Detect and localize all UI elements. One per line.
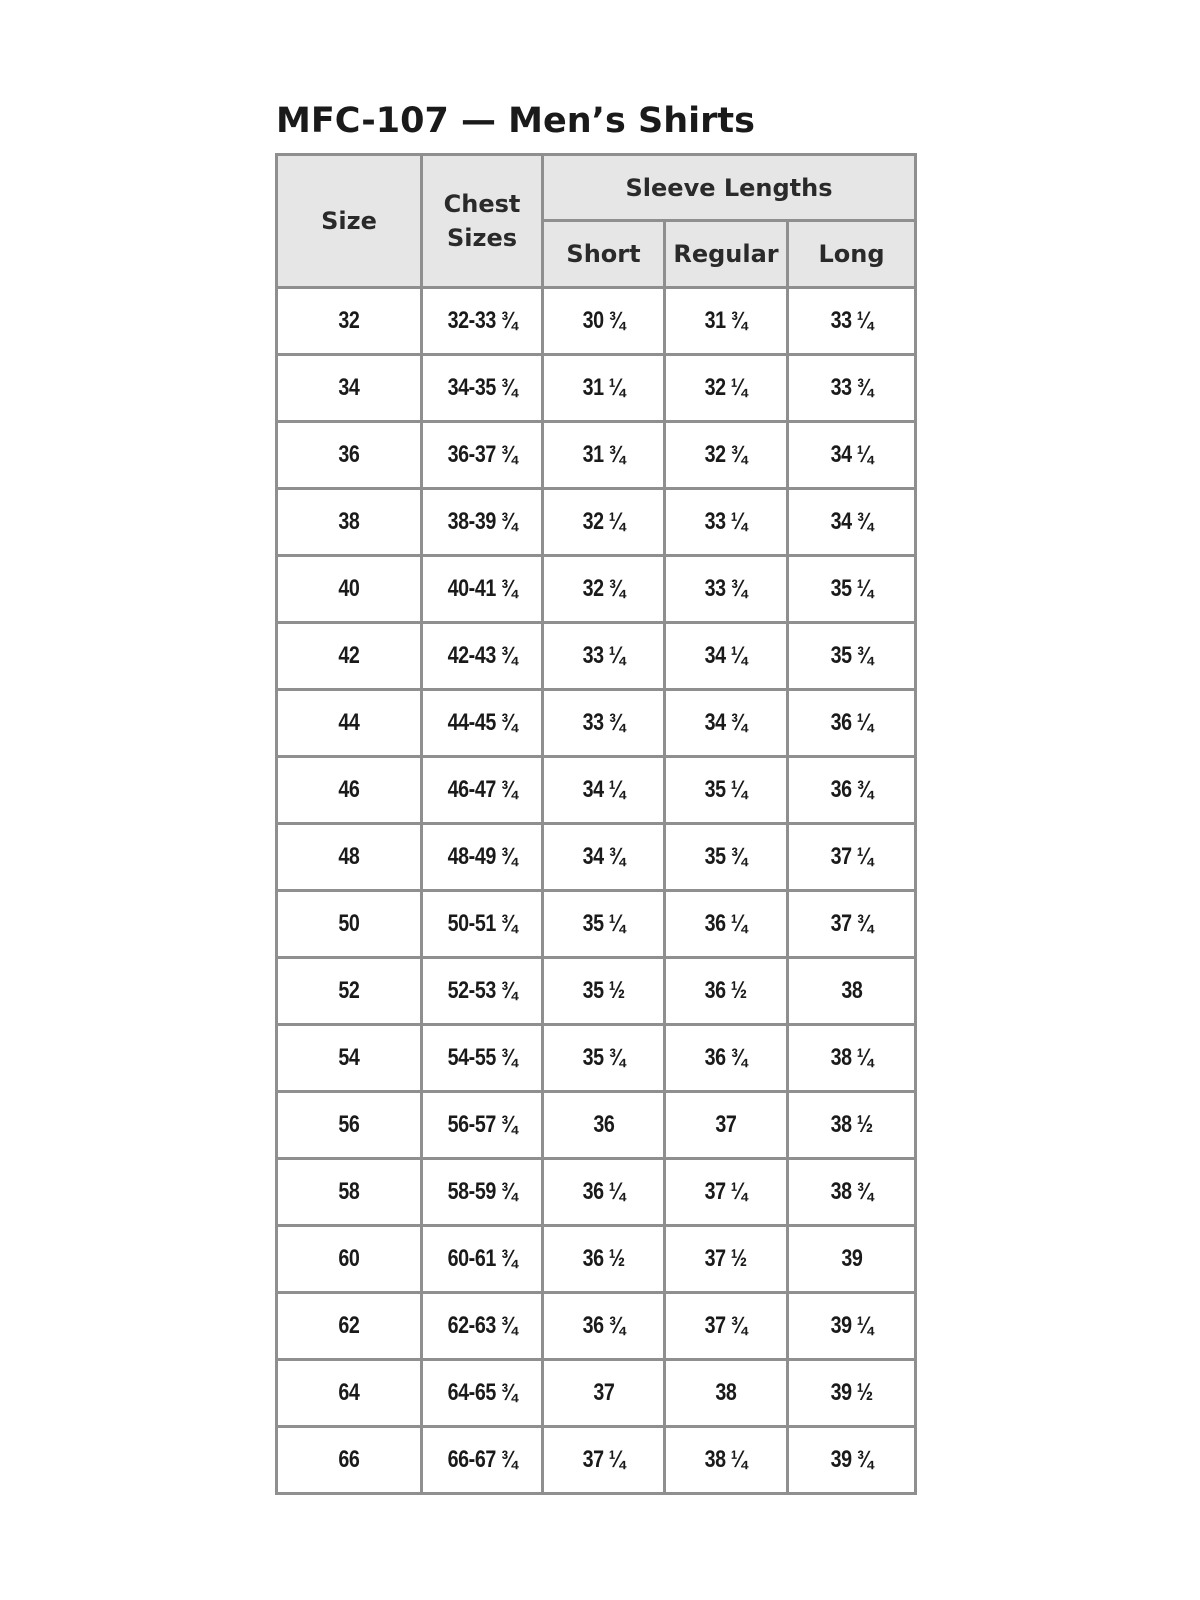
- table-row: [277, 824, 916, 891]
- table-row: [277, 891, 916, 958]
- cell-chest: [422, 1226, 543, 1293]
- cell-short-value: 31 ¼: [582, 374, 625, 401]
- cell-chest-value: 42-43 ¾: [447, 642, 517, 669]
- header-regular: Regular: [665, 221, 788, 288]
- cell-chest: [422, 1427, 543, 1494]
- cell-short-value: 35 ¼: [582, 910, 625, 937]
- cell-size-value: 34: [338, 374, 360, 401]
- cell-short: [543, 757, 665, 824]
- cell-long: [788, 489, 916, 556]
- cell-chest-value: 44-45 ¾: [447, 709, 517, 736]
- header-chest-sizes-label: Chest Sizes: [443, 190, 521, 252]
- cell-short-value: 33 ¾: [582, 709, 625, 736]
- cell-short: [543, 891, 665, 958]
- table-row: [277, 1293, 916, 1360]
- cell-short: [543, 1293, 665, 1360]
- cell-size: [277, 489, 422, 556]
- cell-regular: [665, 1092, 788, 1159]
- cell-size-value: 62: [338, 1312, 360, 1339]
- table-row: [277, 1226, 916, 1293]
- cell-long-value: 34 ¼: [830, 441, 873, 468]
- cell-long-value: 33 ¼: [830, 307, 873, 334]
- cell-regular: [665, 891, 788, 958]
- cell-size-value: 66: [338, 1446, 360, 1473]
- size-chart-table: [275, 153, 917, 1495]
- header-short: Short: [543, 221, 665, 288]
- cell-size-value: 48: [338, 843, 360, 870]
- cell-regular: [665, 690, 788, 757]
- cell-size-value: 64: [338, 1379, 360, 1406]
- table-row: [277, 288, 916, 355]
- cell-regular-value: 38 ¼: [704, 1446, 748, 1473]
- cell-chest-value: 46-47 ¾: [447, 776, 517, 803]
- cell-long: [788, 1360, 916, 1427]
- cell-size: [277, 958, 422, 1025]
- cell-regular-value: 38: [715, 1379, 737, 1406]
- cell-chest: [422, 1092, 543, 1159]
- cell-short: [543, 690, 665, 757]
- cell-regular: [665, 355, 788, 422]
- cell-long-value: 38: [840, 977, 863, 1004]
- cell-chest-value: 48-49 ¾: [447, 843, 517, 870]
- table-row: [277, 355, 916, 422]
- cell-short-value: 36: [592, 1111, 615, 1138]
- cell-short-value: 36 ¼: [582, 1178, 625, 1205]
- cell-size-value: 32: [338, 307, 360, 334]
- cell-regular: [665, 1025, 788, 1092]
- cell-chest-value: 58-59 ¾: [447, 1178, 517, 1205]
- cell-regular-value: 37 ¾: [704, 1312, 748, 1339]
- cell-short-value: 30 ¾: [582, 307, 625, 334]
- cell-chest-value: 40-41 ¾: [447, 575, 517, 602]
- cell-long-value: 39 ¾: [830, 1446, 873, 1473]
- header-size: Size: [277, 155, 422, 288]
- cell-size-value: 44: [338, 709, 360, 736]
- cell-long: [788, 422, 916, 489]
- cell-long-value: 33 ¾: [830, 374, 873, 401]
- cell-long-value: 34 ¾: [830, 508, 873, 535]
- header-chest-sizes: [422, 155, 543, 288]
- cell-regular-value: 31 ¾: [704, 307, 748, 334]
- cell-chest-value: 62-63 ¾: [447, 1312, 517, 1339]
- cell-size: [277, 355, 422, 422]
- cell-short-value: 34 ¼: [582, 776, 625, 803]
- cell-long-value: 39 ½: [830, 1379, 873, 1406]
- cell-long-value: 39: [840, 1245, 863, 1272]
- cell-size: [277, 1293, 422, 1360]
- table-row: [277, 556, 916, 623]
- table-row: [277, 1025, 916, 1092]
- cell-short-value: 32 ¼: [582, 508, 625, 535]
- cell-size: [277, 422, 422, 489]
- cell-size: [277, 1427, 422, 1494]
- cell-long-value: 38 ¼: [830, 1044, 873, 1071]
- cell-regular: [665, 489, 788, 556]
- cell-size-value: 36: [338, 441, 360, 468]
- cell-chest: [422, 1025, 543, 1092]
- table-row: [277, 1427, 916, 1494]
- cell-long: [788, 958, 916, 1025]
- cell-size-value: 50: [338, 910, 360, 937]
- cell-size-value: 60: [338, 1245, 360, 1272]
- table-row: [277, 757, 916, 824]
- cell-long-value: 38 ¾: [830, 1178, 873, 1205]
- cell-long-value: 38 ½: [830, 1111, 873, 1138]
- cell-regular: [665, 1226, 788, 1293]
- table-header: [277, 155, 916, 288]
- cell-chest-value: 50-51 ¾: [447, 910, 517, 937]
- cell-chest-value: 52-53 ¾: [447, 977, 517, 1004]
- cell-chest: [422, 824, 543, 891]
- cell-regular-value: 35 ¾: [704, 843, 748, 870]
- cell-short-value: 36 ½: [582, 1245, 625, 1272]
- header-long: Long: [788, 221, 916, 288]
- cell-chest: [422, 891, 543, 958]
- cell-regular-value: 33 ¼: [704, 508, 748, 535]
- cell-short: [543, 288, 665, 355]
- cell-chest: [422, 1159, 543, 1226]
- cell-long: [788, 757, 916, 824]
- table-row: [277, 1159, 916, 1226]
- cell-chest-value: 54-55 ¾: [447, 1044, 517, 1071]
- cell-regular: [665, 1360, 788, 1427]
- cell-size: [277, 1360, 422, 1427]
- cell-chest-value: 32-33 ¾: [447, 307, 517, 334]
- cell-regular: [665, 288, 788, 355]
- cell-chest-value: 66-67 ¾: [447, 1446, 517, 1473]
- cell-size-value: 46: [338, 776, 360, 803]
- cell-long: [788, 1293, 916, 1360]
- cell-regular: [665, 1159, 788, 1226]
- cell-short: [543, 623, 665, 690]
- cell-chest-value: 56-57 ¾: [447, 1111, 517, 1138]
- cell-long: [788, 623, 916, 690]
- cell-short-value: 31 ¾: [582, 441, 625, 468]
- table-row: [277, 422, 916, 489]
- cell-regular-value: 37: [715, 1111, 737, 1138]
- cell-regular-value: 34 ¼: [704, 642, 748, 669]
- header-row-top: [277, 155, 916, 221]
- cell-long-value: 37 ¾: [830, 910, 873, 937]
- cell-size-value: 56: [338, 1111, 360, 1138]
- cell-long: [788, 1427, 916, 1494]
- page-title: MFC-107 — Men’s Shirts: [276, 101, 755, 141]
- cell-regular-value: 35 ¼: [704, 776, 748, 803]
- header-sleeve-lengths: Sleeve Lengths: [543, 155, 916, 221]
- cell-regular-value: 36 ½: [704, 977, 748, 1004]
- table-row: [277, 623, 916, 690]
- cell-long-value: 36 ¾: [830, 776, 873, 803]
- cell-chest: [422, 355, 543, 422]
- cell-size-value: 40: [338, 575, 360, 602]
- cell-chest-value: 38-39 ¾: [447, 508, 517, 535]
- cell-short-value: 37 ¼: [582, 1446, 625, 1473]
- cell-chest: [422, 489, 543, 556]
- cell-short: [543, 355, 665, 422]
- cell-short-value: 33 ¼: [582, 642, 625, 669]
- cell-short: [543, 1226, 665, 1293]
- cell-long: [788, 891, 916, 958]
- cell-size: [277, 556, 422, 623]
- cell-short: [543, 556, 665, 623]
- cell-long: [788, 1159, 916, 1226]
- cell-size: [277, 824, 422, 891]
- cell-long: [788, 355, 916, 422]
- cell-chest-value: 64-65 ¾: [447, 1379, 517, 1406]
- cell-short-value: 35 ¾: [582, 1044, 625, 1071]
- cell-chest: [422, 690, 543, 757]
- cell-long-value: 37 ¼: [830, 843, 873, 870]
- cell-long: [788, 556, 916, 623]
- cell-size: [277, 891, 422, 958]
- cell-chest: [422, 757, 543, 824]
- cell-size-value: 38: [338, 508, 360, 535]
- cell-long: [788, 288, 916, 355]
- cell-chest: [422, 623, 543, 690]
- cell-chest: [422, 1360, 543, 1427]
- cell-regular: [665, 1427, 788, 1494]
- cell-long: [788, 1226, 916, 1293]
- cell-short-value: 36 ¾: [582, 1312, 625, 1339]
- table-row: [277, 1092, 916, 1159]
- cell-short: [543, 958, 665, 1025]
- cell-short: [543, 1092, 665, 1159]
- cell-short: [543, 489, 665, 556]
- cell-size-value: 58: [338, 1178, 360, 1205]
- cell-chest: [422, 288, 543, 355]
- cell-chest: [422, 556, 543, 623]
- cell-regular: [665, 556, 788, 623]
- cell-size-value: 52: [338, 977, 360, 1004]
- cell-regular-value: 32 ¾: [704, 441, 748, 468]
- cell-size: [277, 288, 422, 355]
- cell-regular-value: 33 ¾: [704, 575, 748, 602]
- cell-size: [277, 757, 422, 824]
- cell-short: [543, 422, 665, 489]
- cell-short: [543, 824, 665, 891]
- cell-short: [543, 1360, 665, 1427]
- cell-long: [788, 690, 916, 757]
- cell-long-value: 35 ¾: [830, 642, 873, 669]
- cell-size: [277, 690, 422, 757]
- cell-regular-value: 37 ½: [704, 1245, 748, 1272]
- cell-regular: [665, 757, 788, 824]
- table-row: [277, 1360, 916, 1427]
- cell-regular-value: 32 ¼: [704, 374, 748, 401]
- table-body: [277, 288, 916, 1494]
- cell-short: [543, 1427, 665, 1494]
- cell-chest-value: 36-37 ¾: [447, 441, 517, 468]
- cell-short-value: 34 ¾: [582, 843, 625, 870]
- cell-regular-value: 37 ¼: [704, 1178, 748, 1205]
- cell-short: [543, 1025, 665, 1092]
- cell-long-value: 35 ¼: [830, 575, 873, 602]
- cell-chest: [422, 1293, 543, 1360]
- cell-size: [277, 623, 422, 690]
- table-row: [277, 690, 916, 757]
- cell-chest: [422, 958, 543, 1025]
- cell-size-value: 54: [338, 1044, 360, 1071]
- cell-chest-value: 34-35 ¾: [447, 374, 517, 401]
- cell-short: [543, 1159, 665, 1226]
- cell-regular: [665, 958, 788, 1025]
- cell-short-value: 35 ½: [582, 977, 625, 1004]
- cell-regular: [665, 422, 788, 489]
- cell-size: [277, 1025, 422, 1092]
- cell-long: [788, 824, 916, 891]
- table-row: [277, 489, 916, 556]
- cell-size: [277, 1159, 422, 1226]
- cell-chest-value: 60-61 ¾: [447, 1245, 517, 1272]
- cell-size: [277, 1092, 422, 1159]
- cell-regular: [665, 824, 788, 891]
- cell-regular: [665, 1293, 788, 1360]
- cell-long: [788, 1092, 916, 1159]
- cell-regular-value: 36 ¾: [704, 1044, 748, 1071]
- cell-size-value: 42: [338, 642, 360, 669]
- cell-short-value: 32 ¾: [582, 575, 625, 602]
- cell-chest: [422, 422, 543, 489]
- cell-size: [277, 1226, 422, 1293]
- cell-regular: [665, 623, 788, 690]
- cell-long-value: 36 ¼: [830, 709, 873, 736]
- table-row: [277, 958, 916, 1025]
- cell-regular-value: 34 ¾: [704, 709, 748, 736]
- cell-long-value: 39 ¼: [830, 1312, 873, 1339]
- cell-short-value: 37: [592, 1379, 615, 1406]
- cell-long: [788, 1025, 916, 1092]
- cell-regular-value: 36 ¼: [704, 910, 748, 937]
